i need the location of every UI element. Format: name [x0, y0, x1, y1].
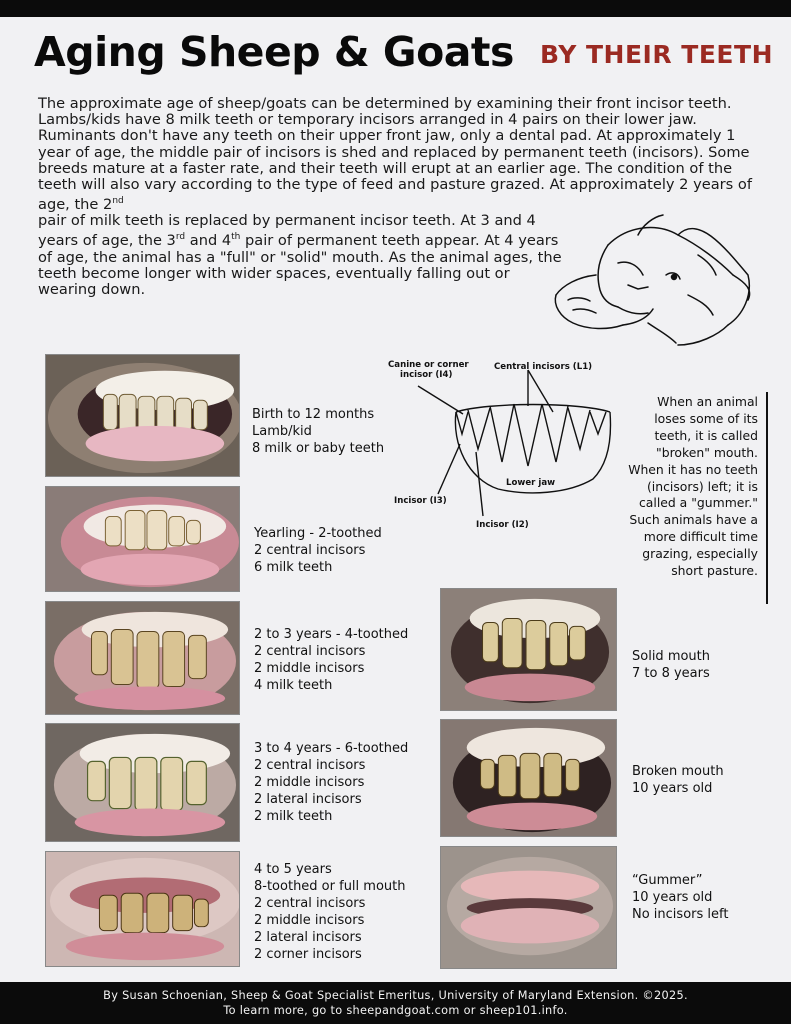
dental-diagram: [378, 354, 618, 534]
caption-solid-mouth: Solid mouth 7 to 8 years: [632, 649, 711, 681]
caption-broken-mouth: Broken mouth 10 years old: [632, 764, 724, 796]
i2-label: Incisor (I2): [476, 520, 529, 530]
page-title: Aging Sheep & Goats: [34, 28, 514, 76]
side-note: When an animal loses some of its teeth, it is called "broken" mouth. When it has no teeth (incisors) left; it is called a "gummer." Such animals have a more difficult time grazing, especially short pasture.: [628, 394, 758, 579]
caption-full-mouth: 4 to 5 years 8-toothed or full mouth 2 central incisors 2 middle incisors 2 lateral incisors 2 corner incisors: [254, 862, 406, 962]
page-subtitle: BY THEIR TEETH: [540, 40, 773, 69]
footer-credit: By Susan Schoenian, Sheep & Goat Specialist Emeritus, University of Maryland Extension. ©2025.: [103, 989, 688, 1002]
lower-jaw-illustration: [378, 354, 618, 534]
photo-full-mouth: [45, 851, 240, 967]
i3-label: Incisor (I3): [394, 496, 447, 506]
footer-links: To learn more, go to sheepandgoat.com or sheep101.info.: [223, 1004, 568, 1017]
photo-solid-mouth: [440, 588, 617, 711]
intro-narrow-text: pair of milk teeth is replaced by permanent incisor teeth. At 3 and 4 years of age, the 3rd and 4th pair of permanent teeth appear. At 4 years of age, the animal has a "full" or "solid" mouth. As the animal ages, the teeth become longer with wider spaces, eventually falling out or wearing down.: [38, 212, 562, 298]
caption-six-tooth: 3 to 4 years - 6-toothed 2 central incisors 2 middle incisors 2 lateral incisors 2 milk teeth: [254, 741, 409, 824]
top-bar: [0, 0, 791, 17]
caption-lamb: Birth to 12 months Lamb/kid 8 milk or baby teeth: [252, 407, 385, 456]
intro-wide-text: The approximate age of sheep/goats can be determined by examining their front incisor teeth. Lambs/kids have 8 milk teeth or temporary incisors arranged in 4 pairs on their lower jaw. Ruminants don't have any teeth on their upper front jaw, only a dental pad. At approximately 1 year of age, the middle pair of incisors is shed and replaced by permanent teeth (incisors). Some breeds mature at a faster rate, and their teeth will erupt at an earlier age. The condition of the teeth will also vary according to the type of feed and pasture grazed. At approximately 2 years of age, the 2nd: [38, 95, 752, 214]
central-incisors-label: Central incisors (L1): [494, 362, 593, 372]
photo-lamb-teeth: [45, 354, 240, 477]
caption-gummer: “Gummer” 10 years old No incisors left: [632, 873, 729, 922]
footer: [0, 982, 791, 1024]
caption-yearling: Yearling - 2-toothed 2 central incisors 6 milk teeth: [254, 526, 382, 575]
photo-four-tooth: [45, 601, 240, 715]
canine-label: Canine or corner incisor (I4): [388, 360, 469, 380]
sheep-mouth-sketch: [548, 205, 758, 355]
photo-yearling-teeth: [45, 486, 240, 592]
lower-jaw-label: Lower jaw: [506, 478, 556, 488]
photo-broken-mouth: [440, 719, 617, 837]
photo-gummer: [440, 846, 617, 969]
caption-four-tooth: 2 to 3 years - 4-toothed 2 central incisors 2 middle incisors 4 milk teeth: [254, 627, 409, 693]
side-note-rule: [766, 392, 768, 604]
photo-six-tooth: [45, 723, 240, 842]
